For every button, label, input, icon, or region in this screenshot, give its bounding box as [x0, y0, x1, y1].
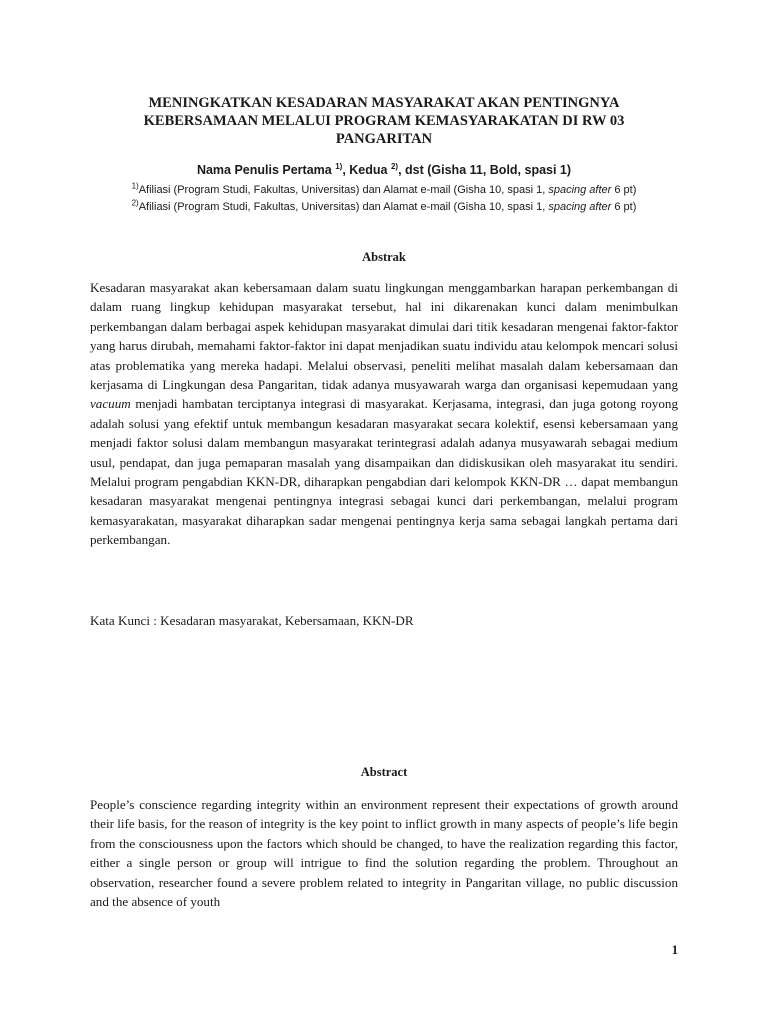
abstrak-text: Kesadaran masyarakat akan kebersamaan dalam suatu lingkungan menggambarkan harapan perkembangan di dalam ruang lingkup kehidupan masyarakat tersebut, hal ini dikarenakan kunci dalam menimbulkan perkembangan dalam berbagai aspek kehidupan masyarakat dimulai dari titik kesadaran mengenai faktor-faktor yang harus dirubah, memahami faktor-faktor ini dapat menjadikan suatu individu atau kelompok mencari solusi atas problematika yang mereka hadapi. Melalui observasi, peneliti melihat masalah dalam kebersamaan dan kerjasama di Lingkungan desa Pangaritan, tidak adanya musyawarah warga dan organisasi kepemudaan yang: [90, 280, 678, 393]
affiliation-text: Afiliasi (Program Studi, Fakultas, Universitas) dan Alamat e-mail (Gisha 10, spasi 1,: [138, 184, 549, 196]
affiliation-line: [90, 198, 678, 213]
abstrak-heading: Abstrak: [362, 250, 406, 264]
affiliation-superscript: 2): [131, 198, 139, 208]
page-number: 1: [671, 943, 678, 957]
author-line: [90, 163, 678, 177]
title-line: KEBERSAMAAN MELALUI PROGRAM KEMASYARAKATAN DI RW 03: [143, 113, 625, 129]
title-line: MENINGKATKAN KESADARAN MASYARAKAT AKAN PENTINGNYA: [148, 95, 620, 111]
affiliation-line: [90, 181, 678, 196]
keywords-line: Kata Kunci : Kesadaran masyarakat, Kebersamaan, KKN-DR: [90, 613, 414, 628]
affiliation-text: Afiliasi (Program Studi, Fakultas, Universitas) dan Alamat e-mail (Gisha 10, spasi 1,: [138, 201, 549, 213]
affiliation-superscript: 1): [131, 181, 139, 191]
author-note: , dst (Gisha 11, Bold, spasi 1): [398, 163, 572, 177]
abstrak-text: menjadi hambatan terciptanya integrasi di masyarakat. Kerjasama, integrasi, dan juga gotong royong adalah solusi yang efektif untuk membangun kesadaran masyarakat secara kolektif, esensi kebersamaan yang menjadi faktor solusi dalam membangun masyarakat terintegrasi adalah adanya musyawarah sebagai medium usul, pendapat, dan juga pemaparan masalah yang disampaikan dan didiskusikan oleh masyarakat itu sendiri. Melalui program pengabdian KKN-DR, diharapkan pengabdian dari kelompok KKN-DR … dapat membangun kesadaran masyarakat mengenai pentingnya integrasi sebagai kunci dari perkembangan, melalui program kemasyarakatan, masyarakat diharapkan sadar mengenai pentingnya kerja sama sebagai langkah pertama dari perkembangan.: [90, 396, 678, 548]
abstract-paragraph: People’s conscience regarding integrity within an environment represent their expectations of growth around their life basis, for the reason of integrity is the key point to inflict growth in many aspects of people’s life begin from the consciousness upon the factors which should be changed, to have the realization regarding this factor, either a single person or group will intrigue to find the solution regarding the problem. Throughout an observation, researcher found a severe problem related to integrity in Pangaritan village, no public discussion and the absence of youth: [90, 797, 678, 910]
abstrak-paragraph: [90, 278, 678, 550]
affiliation-italic: spacing after: [548, 184, 612, 196]
author-name: Nama Penulis Pertama: [196, 163, 336, 177]
author-name: , Kedua: [342, 163, 391, 177]
author-superscript: 1): [335, 161, 343, 171]
author-superscript: 2): [390, 161, 399, 171]
affiliation-tail: 6 pt): [611, 184, 637, 196]
abstrak-italic: vacuum: [90, 396, 131, 412]
abstract-heading: Abstract: [360, 765, 408, 779]
paper-title: [100, 94, 668, 148]
title-line: PANGARITAN: [335, 131, 433, 147]
affiliation-italic: spacing after: [548, 201, 612, 213]
affiliation-tail: 6 pt): [611, 201, 637, 213]
